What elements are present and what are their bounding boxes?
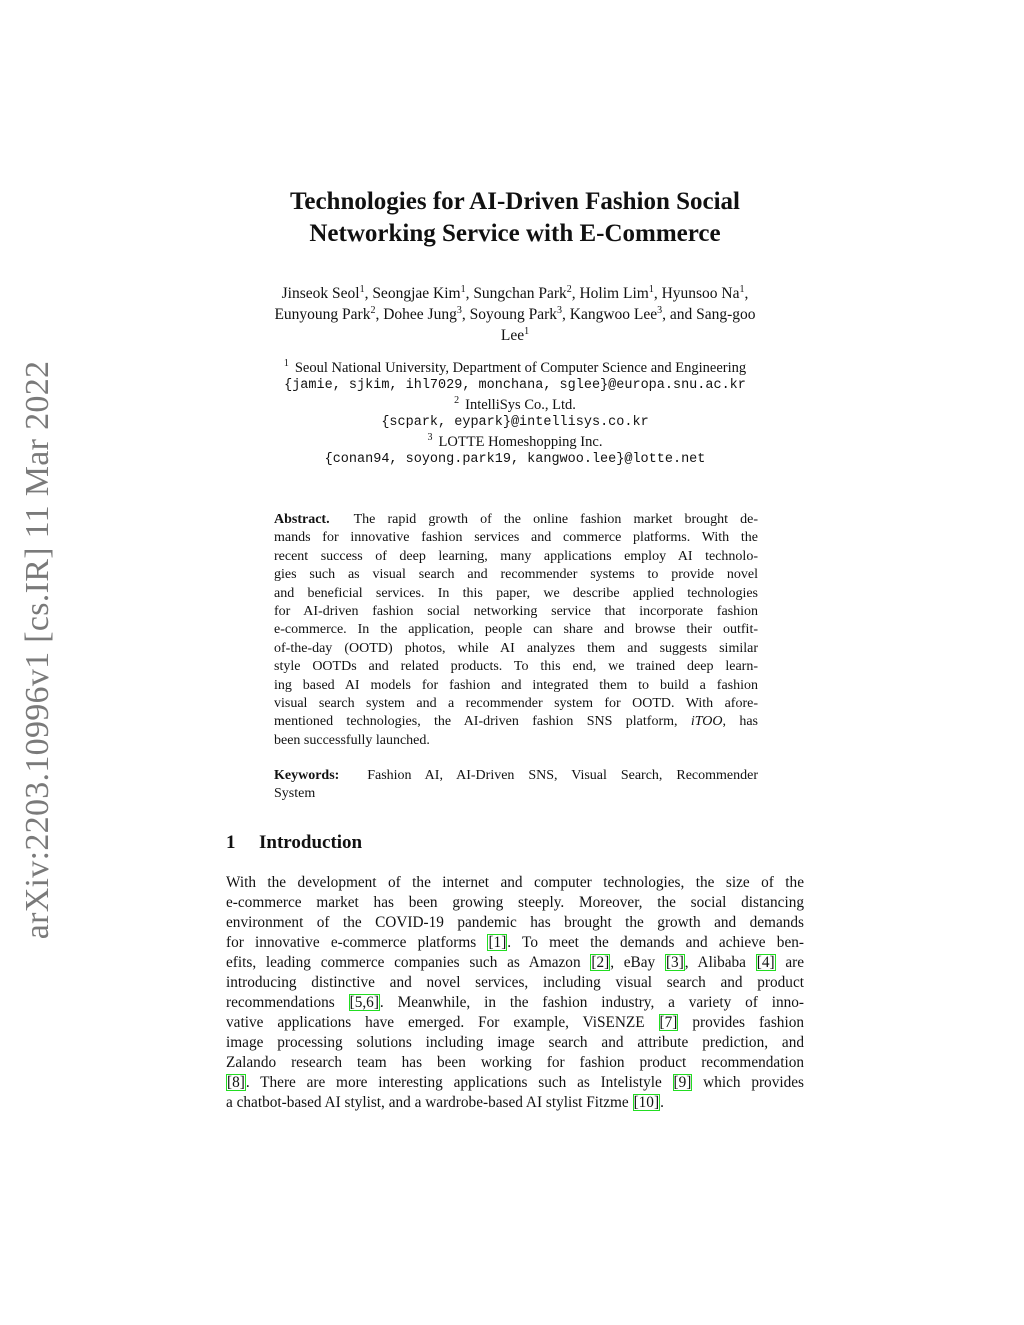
- affiliation-name: $^2$ IntelliSys Co., Ltd.: [454, 394, 576, 413]
- intro-text: are: [775, 954, 804, 971]
- citation-link[interactable]: [2]: [591, 954, 610, 971]
- author-affiliation-mark: 3: [657, 304, 663, 316]
- intro-text: a chatbot-based AI stylist, and a wardrobe-based AI stylist Fitzme: [226, 1094, 633, 1111]
- author-affiliation-mark: 3: [557, 304, 562, 316]
- affiliation-mark: 1: [283, 358, 289, 370]
- citation-link[interactable]: [1]: [488, 934, 507, 951]
- author-name: Kangwoo Lee: [569, 306, 658, 323]
- author-affiliation-mark: 1: [524, 325, 530, 337]
- citation-link[interactable]: [8]: [227, 1074, 245, 1091]
- paper-title: [200, 186, 830, 250]
- citation-link[interactable]: [4]: [756, 954, 775, 971]
- citation-link[interactable]: [10]: [633, 1094, 660, 1111]
- intro-line: [226, 913, 804, 933]
- intro-text: .: [660, 1094, 664, 1111]
- intro-text: image processing solutions including image search and attribute prediction, and: [226, 1034, 804, 1051]
- intro-text: which provides: [692, 1074, 804, 1091]
- intro-line: [226, 1033, 804, 1053]
- intro-text: , Alibaba: [684, 954, 756, 971]
- author-affiliation-mark: 1: [359, 283, 365, 295]
- affiliation-name: $^3$ LOTTE Homeshopping Inc.: [427, 431, 603, 450]
- intro-line: [226, 893, 804, 913]
- citation-link[interactable]: [9]: [673, 1074, 692, 1091]
- affiliation-mark: 3: [427, 431, 433, 443]
- intro-line: [226, 973, 804, 993]
- abstract-line: gies such as visual search and recommender systems to provide novel: [274, 567, 758, 583]
- intro-line: [226, 1053, 804, 1073]
- author-affiliation-mark: 1: [648, 283, 654, 295]
- author-separator: ,: [744, 285, 749, 302]
- intro-line: [226, 933, 804, 953]
- affiliation-emails: {scpark, eypark}@intellisys.co.kr: [381, 415, 649, 431]
- abstract-line: ing based AI models for fashion and integrated them to build a fashion: [274, 677, 758, 693]
- intro-text: provides fashion: [678, 1014, 804, 1031]
- introduction-body: [226, 873, 804, 1113]
- affiliation-name: $^1$ Seoul National University, Department of Computer Science and Engineering: [283, 358, 747, 376]
- citation-link[interactable]: [7]: [659, 1014, 678, 1031]
- affiliation-mark: 2: [454, 394, 460, 406]
- abstract-line: Abstract. The rapid growth of the online fashion market brought de-: [274, 512, 758, 527]
- abstract-line: and beneficial services. In this paper, we describe applied technologies: [274, 585, 758, 601]
- author-line: [200, 304, 830, 325]
- intro-text: . There are more interesting applications such as Intelistyle: [245, 1074, 673, 1091]
- keywords-label: Keywords:: [274, 768, 340, 783]
- author-separator: , and Sang-goo: [662, 306, 756, 323]
- author-separator: ,: [465, 285, 474, 302]
- intro-text: . To meet the demands and achieve ben-: [507, 934, 804, 951]
- abstract-line: of-the-day (OOTD) photos, while AI analyzes them and suggests similar: [274, 640, 758, 656]
- author-line: [200, 325, 830, 346]
- abstract-label: Abstract.: [274, 512, 330, 527]
- abstract-line: visual search system and a recommender system for OOTD. With afore-: [274, 695, 758, 711]
- author-list: [200, 283, 830, 346]
- intro-line: [226, 993, 804, 1013]
- author-affiliation-mark: 2: [370, 304, 376, 316]
- intro-line: [226, 1073, 804, 1093]
- intro-text: efits, leading commerce companies such as Amazon: [226, 954, 591, 971]
- intro-text: With the development of the internet and computer technologies, the size of the: [226, 874, 804, 891]
- arxiv-identifier: arXiv:2203.10996v1 [cs.IR] 11 Mar 2022: [19, 360, 56, 940]
- abstract-line: for AI-driven fashion social networking service that incorporate fashion: [274, 603, 758, 619]
- author-line: [200, 283, 830, 304]
- author-name: Hyunsoo Na: [661, 285, 740, 302]
- intro-text: for innovative e-commerce platforms: [226, 934, 488, 951]
- author-affiliation-mark: 1: [460, 283, 466, 295]
- author-separator: ,: [571, 285, 580, 302]
- affiliations: [200, 359, 830, 469]
- abstract-line: been successfully launched.: [274, 732, 430, 748]
- abstract-line: e-commerce. In the application, people can share and browse their outfit-: [274, 622, 758, 638]
- author-name: Lee: [500, 327, 525, 344]
- author-name: Seongjae Kim: [372, 285, 461, 302]
- author-separator: ,: [364, 285, 373, 302]
- citation-link[interactable]: [3]: [665, 954, 684, 971]
- affiliation-emails: {jamie, sjkim, ihl7029, monchana, sglee}@europa.snu.ac.kr: [284, 378, 746, 394]
- intro-line: [226, 1093, 804, 1113]
- title-line: Technologies for AI-Driven Fashion Social: [289, 188, 741, 215]
- author-affiliation-mark: 2: [566, 283, 572, 295]
- author-name: Dohee Jung: [383, 306, 457, 323]
- intro-text: e-commerce market has been growing steeply. Moreover, the social distancing: [226, 894, 804, 911]
- section-title: Introduction: [259, 832, 363, 853]
- author-separator: ,: [562, 306, 570, 323]
- intro-text: , eBay: [610, 954, 665, 971]
- affiliation-emails: {conan94, soyong.park19, kangwoo.lee}@lotte.net: [324, 452, 706, 468]
- abstract: [274, 511, 758, 750]
- section-number: 1: [226, 832, 236, 853]
- intro-text: environment of the COVID-19 pandemic has brought the growth and demands: [226, 914, 804, 931]
- intro-text: Zalando research team has been working for fashion product recommendation: [226, 1054, 804, 1071]
- author-separator: ,: [653, 285, 662, 302]
- keywords: [274, 767, 758, 804]
- intro-line: [226, 873, 804, 893]
- intro-line: [226, 953, 804, 973]
- author-affiliation-mark: 3: [456, 304, 462, 316]
- author-name: Sungchan Park: [473, 285, 567, 302]
- keywords-line: System: [274, 786, 316, 802]
- title-line: Networking Service with E-Commerce: [309, 220, 721, 247]
- section-heading: [226, 832, 362, 854]
- abstract-line: style OOTDs and related products. To this end, we trained deep learn-: [274, 659, 758, 675]
- citation-link[interactable]: [5,6]: [349, 994, 379, 1011]
- author-name: Soyoung Park: [469, 306, 557, 323]
- author-name: Eunyoung Park: [274, 306, 371, 323]
- keywords-line: Keywords: Fashion AI, AI-Driven SNS, Visual Search, Recommender: [274, 768, 758, 783]
- intro-line: [226, 1013, 804, 1033]
- platform-name: iTOO: [690, 714, 723, 730]
- intro-text: vative applications have emerged. For example, ViSENZE: [226, 1014, 659, 1031]
- author-affiliation-mark: 1: [739, 283, 745, 295]
- intro-text: . Meanwhile, in the fashion industry, a variety of inno-: [379, 994, 804, 1011]
- author-separator: ,: [461, 306, 470, 323]
- abstract-line: mands for innovative fashion services and commerce platforms. With the: [274, 530, 758, 546]
- author-separator: ,: [375, 306, 384, 323]
- author-name: Jinseok Seol: [281, 285, 360, 302]
- intro-text: recommendations: [226, 994, 349, 1011]
- intro-text: introducing distinctive and novel services, including visual search and product: [226, 974, 804, 991]
- abstract-line: recent success of deep learning, many applications employ AI technolo-: [274, 548, 758, 564]
- abstract-line: mentioned technologies, the AI-driven fashion SNS platform, iTOO, has: [274, 714, 758, 730]
- author-name: Holim Lim: [579, 285, 649, 302]
